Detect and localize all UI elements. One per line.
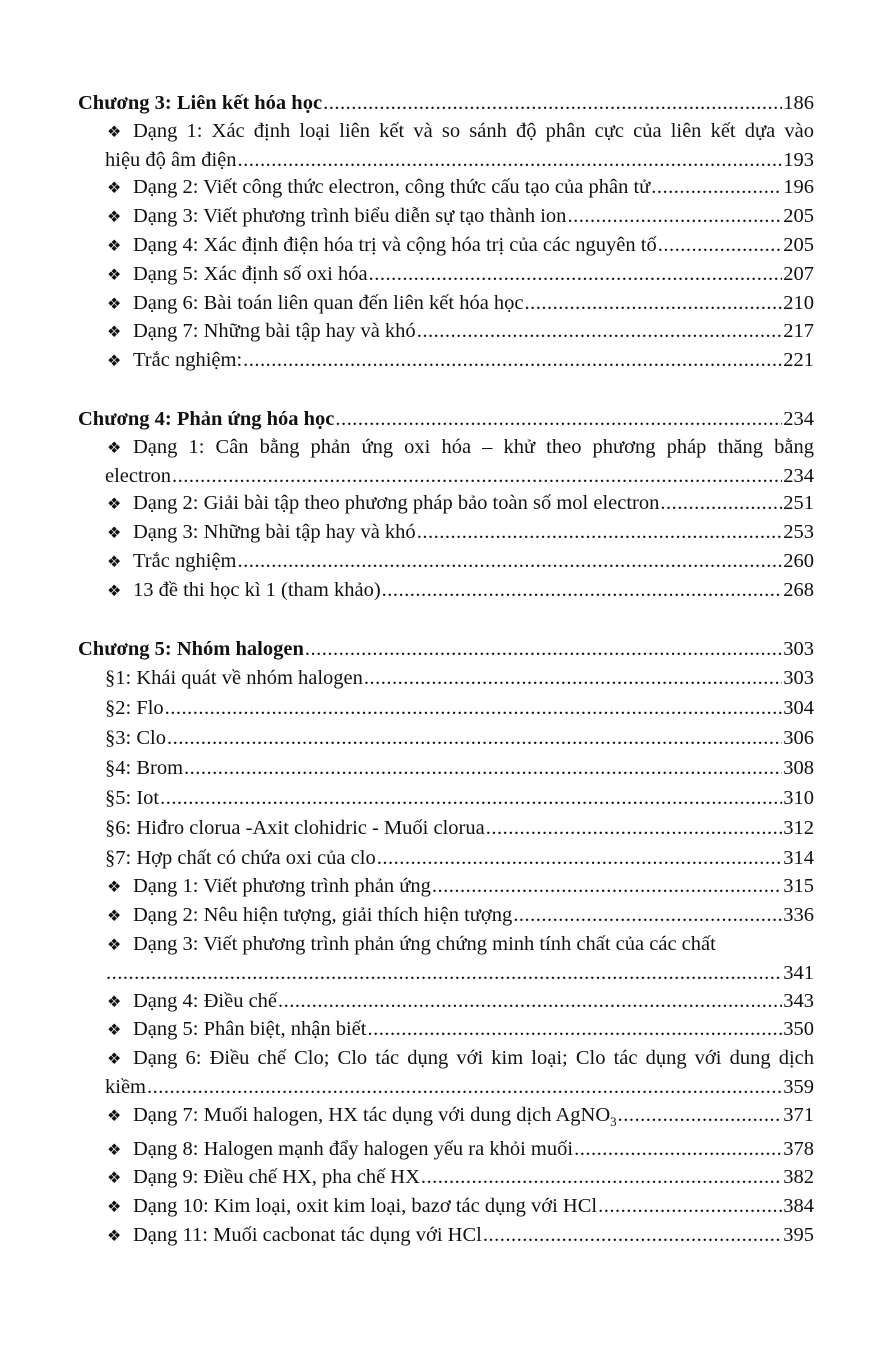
diamond-bullet-icon: ❖ [107,553,122,571]
entry-text: Dạng 2: Giải bài tập theo phương pháp bảo toàn số mol electron [133,492,660,515]
page-number: 308 [783,757,814,780]
diamond-bullet-icon: ❖ [107,266,122,284]
dot-leader [525,290,783,318]
entry-text: 13 đề thi học kì 1 (tham khảo) [133,578,381,601]
diamond-bullet-icon: ❖ [107,324,122,342]
toc-entry[interactable] [78,261,814,290]
diamond-bullet-icon: ❖ [107,993,122,1011]
page-number: 205 [783,233,814,256]
toc-entry[interactable] [78,1193,814,1222]
chapter-section [78,90,814,376]
chapter-section [78,406,814,606]
page-number: 306 [783,727,814,750]
toc-entry[interactable] [78,548,814,577]
page-number: 384 [783,1195,814,1218]
dot-leader [658,232,783,260]
page-number: 303 [783,637,814,660]
page-number: 382 [783,1166,814,1189]
entry-text: Dạng 1: Xác định loại liên kết và so sánh độ phân cực của liên kết dựa vào [133,119,814,142]
toc-subsection[interactable] [78,693,814,723]
entry-text: Dạng 1: Cân bằng phản ứng oxi hóa – khử theo phương pháp thăng bằng [133,435,814,458]
dot-leader [367,1016,782,1044]
page-number: 186 [783,92,814,114]
entry-text: kiềm [105,1075,146,1098]
page-number: 378 [783,1137,814,1160]
page-number: 343 [783,989,814,1012]
diamond-bullet-icon: ❖ [107,180,122,198]
entry-text: Dạng 11: Muối cacbonat tác dụng với HCl [133,1224,482,1246]
toc-entry[interactable] [78,1164,814,1193]
dot-leader [567,203,782,231]
entry-text: §6: Hiđro clorua -Axit clohidric - Muối clorua [105,817,485,840]
dot-leader [147,1074,782,1102]
dot-leader [237,548,782,576]
diamond-bullet-icon: ❖ [107,237,122,255]
dot-leader [417,318,783,346]
entry-text: Chương 3: Liên kết hóa học [78,92,323,114]
toc-entry[interactable] [78,873,814,902]
entry-text: Trắc nghiệm: [133,349,243,372]
page-number: 395 [783,1224,814,1246]
toc-entry[interactable] [78,232,814,261]
dot-leader [432,873,782,901]
diamond-bullet-icon: ❖ [107,1170,122,1188]
diamond-bullet-icon: ❖ [107,1199,122,1217]
toc-entry[interactable] [78,988,814,1017]
diamond-bullet-icon: ❖ [107,295,122,313]
page-number: 196 [783,176,814,199]
dot-leader [106,960,782,988]
dot-leader [598,1193,782,1221]
dot-leader [377,843,783,873]
page-number: 336 [783,904,814,927]
toc-entry[interactable] [78,1222,814,1251]
page-number: 221 [783,349,814,372]
toc-subsection[interactable] [78,783,814,813]
entry-text: §4: Brom [105,757,184,780]
chapter-heading[interactable] [78,636,814,664]
page-number: 310 [783,787,814,810]
entry-text: Dạng 1: Viết phương trình phản ứng [133,875,431,898]
toc-entry-line2[interactable] [78,463,814,491]
dot-leader [618,1102,783,1130]
entry-text: Dạng 3: Viết phương trình phản ứng chứng minh tính chất của các chất [133,932,716,955]
subscript: 3 [610,1113,617,1129]
entry-text-main: Dạng 7: Muối halogen, HX tác dụng với dung dịch AgNO [133,1103,611,1126]
toc-entry-line1[interactable] [78,118,814,147]
entry-text: Dạng 4: Điều chế [133,989,278,1012]
entry-text: §2: Flo [105,697,164,720]
toc-subsection[interactable] [78,663,814,693]
toc-entry-line2[interactable] [78,147,814,175]
page-number: 193 [783,148,814,171]
entry-text: Dạng 5: Xác định số oxi hóa [133,262,368,285]
dot-leader [278,988,782,1016]
dot-leader [417,519,783,547]
entry-text: Dạng 4: Xác định điện hóa trị và cộng hóa trị của các nguyên tố [133,233,657,256]
page-number: 210 [783,291,814,314]
entry-text [133,1102,617,1136]
dot-leader [165,693,783,723]
chapter-heading[interactable] [78,406,814,434]
entry-text: Dạng 5: Phân biệt, nhận biết [133,1018,367,1041]
page-number: 234 [783,464,814,487]
toc-entry[interactable] [78,1136,814,1165]
chapter-heading[interactable] [78,90,814,118]
entry-text: Dạng 2: Viết công thức electron, công thức cấu tạo của phân tử [133,176,651,199]
page-number: 350 [783,1018,814,1041]
entry-text: Dạng 8: Halogen mạnh đẩy halogen yếu ra khỏi muối [133,1137,574,1160]
toc-entry[interactable] [78,1102,814,1136]
toc-subsection[interactable] [78,843,814,873]
dot-leader [483,1222,782,1250]
diamond-bullet-icon: ❖ [107,1107,122,1125]
entry-text: §1: Khái quát về nhóm halogen [105,667,363,690]
diamond-bullet-icon: ❖ [107,353,122,371]
toc-entry-line2[interactable] [78,1074,814,1102]
toc-entry[interactable] [78,490,814,519]
page-number: 341 [783,961,814,984]
dot-leader [238,147,783,175]
toc-subsection[interactable] [78,753,814,783]
page-number: 234 [783,407,814,430]
entry-text: Dạng 9: Điều chế HX, pha chế HX [133,1166,420,1189]
entry-text: Chương 4: Phản ứng hóa học [78,407,335,430]
toc-subsection[interactable] [78,723,814,753]
page-number: 217 [783,320,814,343]
dot-leader [243,347,782,375]
dot-leader [364,663,782,693]
entry-text: hiệu độ âm điện [105,148,237,171]
diamond-bullet-icon: ❖ [107,439,122,457]
diamond-bullet-icon: ❖ [107,908,122,926]
page-number: 371 [783,1103,814,1126]
page-number: 268 [783,578,814,601]
page-number: 303 [783,667,814,690]
diamond-bullet-icon: ❖ [107,123,122,141]
diamond-bullet-icon: ❖ [107,582,122,600]
page-number: 205 [783,205,814,228]
diamond-bullet-icon: ❖ [107,1051,122,1069]
toc-entry[interactable] [78,318,814,347]
entry-text: Dạng 2: Nêu hiện tượng, giải thích hiện tượng [133,904,513,927]
diamond-bullet-icon: ❖ [107,1022,122,1040]
entry-text: Dạng 7: Những bài tập hay và khó [133,320,416,343]
page-number: 207 [783,262,814,285]
toc-entry[interactable] [78,519,814,548]
dot-leader [651,174,782,202]
page-number: 253 [783,521,814,544]
toc-entry[interactable] [78,174,814,203]
entry-text: Dạng 6: Điều chế Clo; Clo tác dụng với kim loại; Clo tác dụng với dung dịch [133,1047,814,1070]
entry-text: electron [105,464,172,487]
entry-text: §3: Clo [105,727,166,750]
diamond-bullet-icon: ❖ [107,1228,122,1245]
page-number: 314 [783,847,814,870]
diamond-bullet-icon: ❖ [107,525,122,543]
entry-text: Dạng 3: Những bài tập hay và khó [133,521,416,544]
diamond-bullet-icon: ❖ [107,496,122,514]
diamond-bullet-icon: ❖ [107,936,122,954]
diamond-bullet-icon: ❖ [107,1141,122,1159]
toc-subsection[interactable] [78,813,814,843]
dot-leader [513,902,782,930]
dot-leader [167,723,782,753]
chapter-section [78,636,814,1251]
dot-leader [421,1164,782,1192]
entry-text: Dạng 10: Kim loại, oxit kim loại, bazơ tác dụng với HCl [133,1195,598,1218]
entry-text: Trắc nghiệm [133,549,237,572]
toc-page [78,90,814,1281]
dot-leader [160,783,782,813]
dot-leader [305,636,782,664]
entry-text: §7: Hợp chất có chứa oxi của clo [105,847,376,870]
toc-entry[interactable] [78,203,814,232]
toc-entry-line1[interactable] [78,1045,814,1074]
dot-leader [172,463,782,491]
dot-leader [335,406,782,434]
dot-leader [184,753,782,783]
toc-entry[interactable] [78,347,814,376]
page-number: 251 [783,492,814,515]
diamond-bullet-icon: ❖ [107,209,122,227]
toc-entry[interactable] [78,1016,814,1045]
toc-entry-line1[interactable] [78,434,814,463]
dot-leader [660,490,782,518]
diamond-bullet-icon: ❖ [107,879,122,897]
page-number: 315 [783,875,814,898]
dot-leader [323,90,782,118]
page-number: 260 [783,549,814,572]
entry-text: Dạng 6: Bài toán liên quan đến liên kết hóa học [133,291,524,314]
dot-leader [369,261,783,289]
toc-entry-line2[interactable] [78,960,814,988]
entry-text: §5: Iot [105,787,160,810]
page-number: 304 [783,697,814,720]
toc-entry[interactable] [78,290,814,319]
toc-entry[interactable] [78,577,814,606]
dot-leader [486,813,783,843]
dot-leader [382,577,783,605]
toc-entry[interactable] [78,902,814,931]
entry-text: Dạng 3: Viết phương trình biểu diễn sự tạo thành ion [133,205,567,228]
entry-text: Chương 5: Nhóm halogen [78,637,304,660]
dot-leader [574,1136,782,1164]
toc-entry-line1[interactable] [78,931,814,960]
page-number: 312 [783,817,814,840]
page-number: 359 [783,1075,814,1098]
